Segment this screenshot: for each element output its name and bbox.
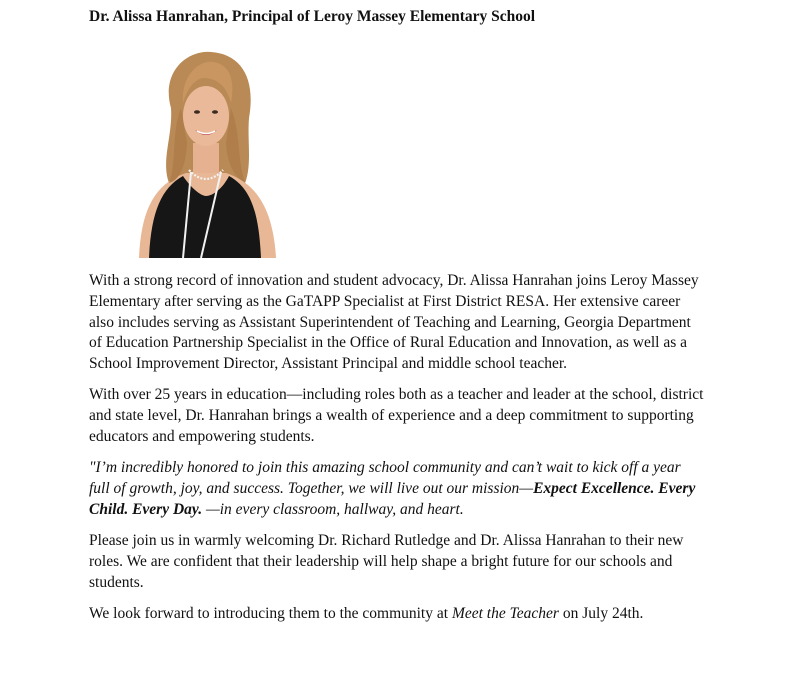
article-body (89, 271, 704, 635)
closing-paragraph (89, 604, 704, 625)
quote-text-start: "I’m incredibly honored to join this amazing school community and can’t wait to kick off a year full of growth, joy, and success. Together, we will live out our mission— (89, 459, 681, 497)
closing-text-end: on July 24th. (558, 604, 644, 622)
welcome-paragraph: Please join us in warmly welcoming Dr. Richard Rutledge and Dr. Alissa Hanrahan to their new roles. We are confident that their leadership will help shape a bright future for our schools and students. (89, 531, 684, 591)
closing-text-start: We look forward to introducing them to the community at (89, 604, 452, 622)
portrait-photo (131, 48, 281, 258)
portrait-illustration (131, 48, 281, 258)
bio-paragraph: With a strong record of innovation and student advocacy, Dr. Alissa Hanrahan joins Leroy Massey Elementary after serving as the GaTAPP Specialist at First District RESA. Her extensive career also includes serving as Assistant Superintendent of Teaching and Learning, Georgia Department of Education Partnership Specialist in the Office of Rural Education and Innovation, as well as a School Improvement Director, Assistant Principal and middle school teacher. (89, 272, 699, 373)
article-heading: Dr. Alissa Hanrahan, Principal of Leroy Massey Elementary School (89, 8, 536, 25)
mission-statement: Expect Excellence. Every Child. Every Day. (89, 479, 696, 518)
event-name: Meet the Teacher (451, 604, 559, 622)
quote-paragraph (89, 458, 704, 520)
quote-text-end: —in every classroom, hallway, and heart. (202, 500, 464, 518)
experience-paragraph: With over 25 years in education—including roles both as a teacher and leader at the school, district and state level, Dr. Hanrahan brings a wealth of experience and a deep commitment to supporting educators and empowering students. (89, 386, 704, 445)
